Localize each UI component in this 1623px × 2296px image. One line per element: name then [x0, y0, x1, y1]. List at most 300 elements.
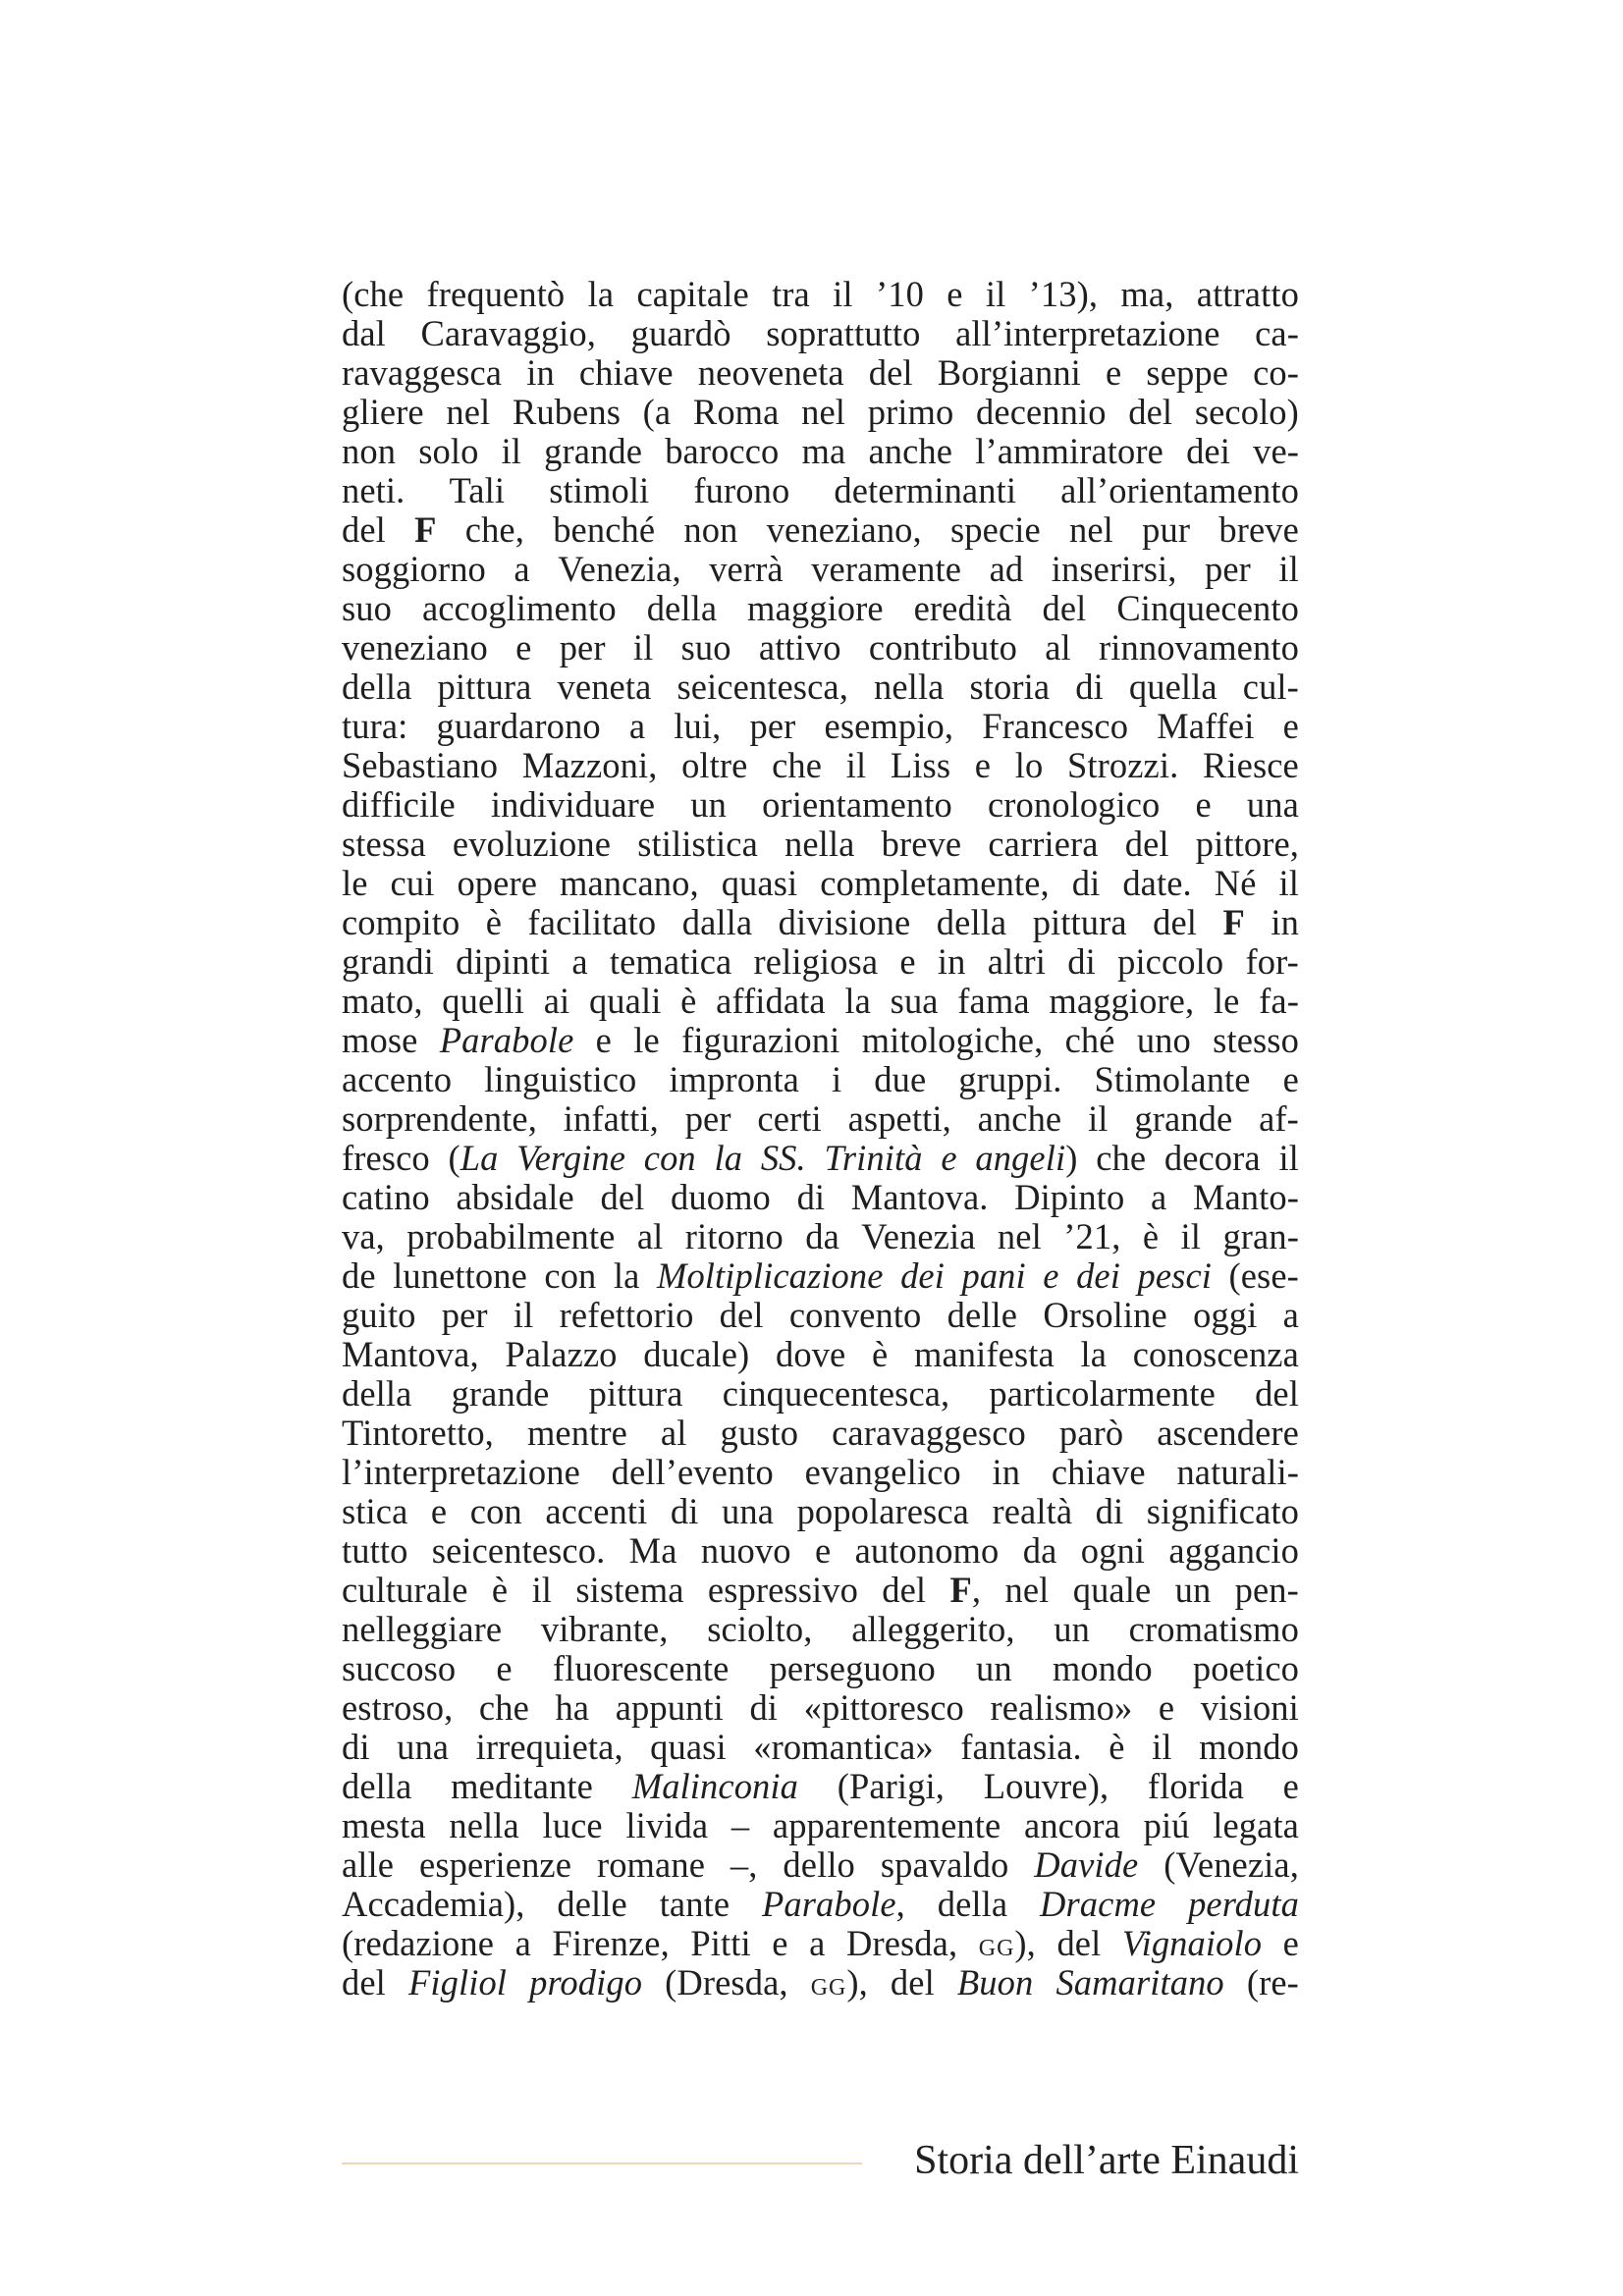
word — [342, 1571, 468, 1610]
text-run: anche — [977, 1098, 1062, 1139]
text-run: parò — [1058, 1413, 1124, 1453]
word — [637, 825, 758, 864]
italic-text: Parabole — [439, 1020, 574, 1060]
text-run: rinnovamento — [1099, 627, 1299, 667]
text-line — [342, 1531, 1299, 1571]
word — [440, 1021, 574, 1060]
word — [342, 1296, 416, 1335]
text-run: dalla — [681, 902, 753, 942]
text-run: convento — [788, 1295, 922, 1335]
word — [633, 628, 653, 667]
text-line — [342, 825, 1299, 864]
word — [683, 510, 737, 550]
text-run: ) — [1065, 1138, 1078, 1178]
text-run: (re- — [1246, 1962, 1299, 2002]
word — [681, 628, 731, 667]
word — [560, 628, 606, 667]
text-run: aggancio — [1168, 1530, 1299, 1571]
text-run: stessa — [342, 824, 426, 864]
text-run: breve — [881, 824, 962, 864]
word — [612, 1453, 774, 1492]
text-run: ritorno — [684, 1216, 784, 1256]
word — [1073, 1571, 1152, 1610]
text-run: suo — [680, 627, 731, 667]
text-run: mentre — [526, 1413, 627, 1453]
word — [998, 1217, 1042, 1256]
text-run: il — [845, 745, 867, 785]
word — [560, 1296, 694, 1335]
italic-text: angeli — [975, 1138, 1066, 1178]
body-text — [342, 275, 1299, 2002]
word — [1004, 1571, 1049, 1610]
word — [779, 903, 911, 942]
word — [1213, 1806, 1299, 1845]
word — [342, 589, 392, 628]
text-run: quale — [1072, 1570, 1152, 1610]
text-run: ai — [543, 981, 570, 1021]
text-run: del — [1128, 392, 1173, 432]
word — [522, 746, 658, 785]
word — [1153, 903, 1197, 942]
word — [1053, 1649, 1153, 1688]
word — [824, 1139, 922, 1178]
word — [1271, 903, 1299, 942]
word — [707, 1610, 812, 1649]
word — [342, 707, 407, 746]
text-run: per — [559, 627, 606, 667]
text-line — [342, 589, 1299, 628]
word — [342, 1178, 430, 1217]
word — [418, 432, 478, 471]
text-run: il — [1152, 1727, 1172, 1767]
text-run: opere — [457, 863, 538, 903]
word — [342, 471, 405, 510]
text-run: compito — [342, 902, 460, 942]
text-run: spavaldo — [880, 1844, 1009, 1885]
text-line — [342, 1139, 1299, 1178]
text-line — [342, 1256, 1299, 1296]
text-run: fama — [957, 981, 1030, 1021]
text-run: e — [974, 745, 992, 785]
italic-text: Dracme — [1040, 1884, 1157, 1924]
word — [669, 1060, 799, 1099]
text-run: la — [587, 274, 615, 314]
text-run: soprattutto — [766, 313, 921, 353]
word — [801, 393, 845, 432]
word — [1259, 982, 1299, 1021]
word — [1117, 942, 1223, 982]
word — [976, 393, 1107, 432]
text-run: a — [571, 941, 588, 982]
text-run: Mantova, — [342, 1334, 479, 1374]
text-line — [342, 1571, 1299, 1610]
text-run: è — [485, 902, 503, 942]
text-run: neoveneta — [697, 352, 844, 393]
text-run: il — [501, 431, 522, 471]
text-run: succoso — [342, 1648, 457, 1688]
text-run: l’interpretazione — [342, 1452, 580, 1492]
text-run: per — [749, 706, 796, 746]
text-run: al — [660, 1413, 687, 1453]
word — [1245, 942, 1298, 982]
word — [882, 825, 962, 864]
text-run: probabilmente — [406, 1216, 616, 1256]
word — [1151, 1178, 1166, 1217]
text-run: che — [772, 745, 823, 785]
word — [393, 1256, 527, 1296]
text-run: alle — [342, 1844, 395, 1885]
text-run: gran- — [1222, 1216, 1299, 1256]
text-run: romane — [596, 1844, 705, 1885]
text-run: fa- — [1259, 981, 1299, 1021]
text-run: che, — [464, 509, 524, 550]
word — [978, 1099, 1062, 1139]
word — [456, 942, 550, 982]
text-run: Tali — [449, 470, 506, 510]
text-run: dello — [783, 1844, 855, 1885]
word — [564, 1099, 659, 1139]
word — [874, 667, 944, 707]
word — [720, 1296, 764, 1335]
text-run: dove — [776, 1334, 846, 1374]
text-run: ancora — [1024, 1805, 1120, 1845]
text-run: certi — [757, 1098, 822, 1139]
text-run: vibrante, — [540, 1609, 669, 1649]
text-run: quali — [588, 981, 662, 1021]
word — [861, 1217, 975, 1256]
word — [465, 510, 524, 550]
word — [957, 982, 1029, 1021]
word — [505, 1335, 617, 1374]
text-run: stimoli — [549, 470, 650, 510]
text-run: (che — [342, 274, 405, 314]
text-run: gliere — [342, 392, 424, 432]
word — [342, 746, 498, 785]
text-run: ca- — [1255, 313, 1299, 353]
word — [492, 1571, 508, 1610]
word — [674, 707, 721, 746]
word — [629, 707, 645, 746]
text-run: del — [1124, 824, 1169, 864]
text-line — [342, 1806, 1299, 1845]
word — [342, 1099, 537, 1139]
text-run: nel — [1004, 1570, 1050, 1610]
word — [984, 1767, 1109, 1806]
text-run: maggiore — [747, 588, 884, 628]
text-run: eredità — [913, 588, 1012, 628]
word — [820, 864, 1049, 903]
text-run: absidale — [456, 1177, 574, 1217]
word — [869, 628, 1017, 667]
word — [453, 825, 611, 864]
text-run: due — [874, 1059, 927, 1099]
word — [442, 1296, 488, 1335]
word — [342, 1963, 386, 2002]
text-run: pittura — [1032, 902, 1127, 942]
text-run: all’interpretazione — [955, 313, 1220, 353]
word — [975, 1139, 1077, 1178]
text-run: della — [937, 1884, 1008, 1924]
text-line — [342, 1728, 1299, 1767]
word — [772, 1924, 787, 1963]
text-run: stesso — [1213, 1020, 1299, 1060]
word — [988, 785, 1160, 825]
italic-text: Davide — [1034, 1844, 1139, 1885]
text-run: aspetti, — [847, 1098, 951, 1139]
word — [1096, 1492, 1124, 1531]
word — [1215, 864, 1257, 903]
text-run: mancano, — [560, 863, 699, 903]
word — [690, 785, 727, 825]
word — [1043, 589, 1087, 628]
word — [342, 864, 368, 903]
word — [1214, 982, 1240, 1021]
word — [988, 825, 1098, 864]
word — [1193, 1649, 1299, 1688]
text-line — [342, 1767, 1299, 1806]
word — [528, 903, 657, 942]
word — [783, 1845, 854, 1885]
word — [516, 1139, 625, 1178]
word — [846, 746, 866, 785]
word — [982, 707, 1128, 746]
text-run: , — [971, 1570, 982, 1610]
text-run: sciolto, — [707, 1609, 813, 1649]
word — [1283, 707, 1299, 746]
word — [784, 825, 854, 864]
text-run: Né — [1214, 863, 1257, 903]
text-run: veramente — [811, 549, 962, 589]
text-line — [342, 314, 1299, 353]
word — [720, 1414, 798, 1453]
word — [1157, 707, 1254, 746]
word — [342, 393, 424, 432]
word — [693, 393, 780, 432]
text-run: tematica — [609, 941, 732, 982]
word — [342, 1806, 426, 1845]
text-run: che — [1096, 1138, 1147, 1178]
text-run: Orsoline — [1043, 1295, 1167, 1335]
text-line — [342, 1296, 1299, 1335]
text-run: Dipinto — [1014, 1177, 1125, 1217]
word — [457, 864, 537, 903]
text-run: quella — [1128, 667, 1217, 707]
text-run: ché — [1064, 1020, 1115, 1060]
word — [571, 942, 587, 982]
small-caps-text: gg — [810, 1966, 847, 2002]
text-run: affidata — [716, 981, 826, 1021]
text-run: fluorescente — [552, 1648, 730, 1688]
word — [470, 1492, 522, 1531]
word — [957, 1963, 1033, 2002]
text-run: del — [882, 1570, 927, 1610]
word — [881, 1845, 1009, 1885]
text-run: chiave — [1051, 1452, 1146, 1492]
text-run: primo — [867, 392, 954, 432]
text-run: al — [636, 1216, 664, 1256]
word — [1186, 432, 1230, 471]
word — [804, 1688, 964, 1728]
text-run: dipinti — [456, 941, 551, 982]
text-run: Firenze, — [552, 1923, 670, 1963]
word — [757, 1099, 821, 1139]
word — [960, 1728, 1082, 1767]
word — [342, 667, 411, 707]
text-run: Palazzo — [505, 1334, 618, 1374]
word — [342, 1610, 502, 1649]
word — [632, 1767, 798, 1806]
text-run: ducale) — [643, 1334, 750, 1374]
text-line — [342, 1060, 1299, 1099]
word — [526, 353, 555, 393]
word — [961, 1256, 1025, 1296]
word — [976, 1649, 1012, 1688]
word — [432, 1531, 606, 1571]
word — [589, 982, 661, 1021]
word — [681, 1021, 839, 1060]
text-run: ogni — [1080, 1530, 1146, 1571]
word — [776, 1335, 845, 1374]
word — [1024, 1806, 1120, 1845]
text-run: la — [613, 1255, 640, 1296]
word — [761, 1139, 806, 1178]
text-run: gruppi. — [958, 1059, 1062, 1099]
text-run: determinanti — [834, 470, 1017, 510]
text-run: del — [1255, 1373, 1299, 1414]
text-run: il — [1278, 863, 1299, 903]
text-run: la — [844, 981, 871, 1021]
word — [342, 1649, 456, 1688]
word — [342, 942, 434, 982]
word — [643, 393, 672, 432]
word — [708, 1571, 858, 1610]
word — [838, 1767, 945, 1806]
text-line — [342, 275, 1299, 314]
word — [558, 667, 652, 707]
text-run: il — [531, 1570, 553, 1610]
word — [342, 432, 396, 471]
text-run: (Dresda, — [665, 1962, 788, 2002]
word — [1283, 1060, 1299, 1099]
word — [1175, 1571, 1212, 1610]
word — [825, 707, 954, 746]
text-run: stilistica — [637, 824, 758, 864]
word — [900, 1256, 945, 1296]
word — [1137, 1256, 1212, 1296]
text-run: legata — [1213, 1805, 1299, 1845]
text-run: da — [1022, 1530, 1057, 1571]
text-run: breve — [1218, 509, 1299, 550]
word — [437, 707, 601, 746]
text-run: tura: — [342, 706, 408, 746]
text-run: accenti — [545, 1491, 648, 1531]
word — [772, 275, 810, 314]
word — [1059, 1414, 1123, 1453]
word — [844, 982, 871, 1021]
word — [715, 1139, 743, 1178]
word — [899, 942, 915, 982]
word — [759, 628, 841, 667]
word — [986, 275, 1005, 314]
text-run: oltre — [681, 745, 748, 785]
word — [868, 432, 952, 471]
word — [1168, 1531, 1299, 1571]
text-run: ve- — [1253, 431, 1299, 471]
word — [342, 1728, 370, 1767]
word — [1259, 1099, 1299, 1139]
text-run: di — [342, 1727, 370, 1767]
text-run: Mazzoni, — [521, 745, 658, 785]
word — [597, 1845, 705, 1885]
text-run: a — [1282, 1295, 1299, 1335]
word — [342, 1374, 411, 1414]
text-run: non — [683, 509, 738, 550]
word — [716, 982, 826, 1021]
text-run: difficile — [342, 784, 456, 825]
text-run: è — [1142, 1216, 1160, 1256]
text-run: uno — [1136, 1020, 1191, 1060]
text-line — [342, 471, 1299, 510]
word — [1164, 1139, 1261, 1178]
text-run: seicentesca, — [676, 667, 848, 707]
word — [633, 1021, 660, 1060]
word — [650, 1728, 727, 1767]
text-run: le — [342, 863, 368, 903]
text-run: Caravaggio, — [420, 313, 596, 353]
text-run: ), — [846, 1962, 868, 2002]
word — [1029, 275, 1098, 314]
text-run: dell’evento — [611, 1452, 774, 1492]
word — [1159, 1688, 1174, 1728]
word — [589, 1374, 683, 1414]
word — [722, 1492, 774, 1531]
word — [833, 275, 852, 314]
word — [1152, 1728, 1171, 1767]
text-run: estroso, — [342, 1687, 454, 1728]
word — [342, 314, 386, 353]
text-run: for- — [1245, 941, 1299, 982]
italic-text: Trinità — [824, 1138, 923, 1178]
text-run: e — [1158, 1687, 1175, 1728]
small-caps-text: gg — [978, 1927, 1015, 1963]
text-line — [342, 1414, 1299, 1453]
text-line — [342, 1845, 1299, 1885]
word — [1094, 1060, 1250, 1099]
text-run: nelleggiare — [342, 1609, 503, 1649]
word — [1228, 1256, 1298, 1296]
word — [773, 1806, 1001, 1845]
text-run: un — [1174, 1570, 1212, 1610]
text-run: va, — [342, 1216, 385, 1256]
text-run: di — [1071, 863, 1101, 903]
word — [661, 1414, 687, 1453]
word — [1034, 1845, 1138, 1885]
text-run: ’10 — [875, 274, 924, 314]
word — [848, 1099, 951, 1139]
text-run: Liss — [890, 745, 951, 785]
word — [1049, 982, 1194, 1021]
text-run: mesta — [342, 1805, 426, 1845]
text-run: in — [937, 941, 966, 982]
text-run: lunettone — [393, 1255, 527, 1296]
text-run: nel — [446, 392, 491, 432]
word — [832, 1060, 841, 1099]
word — [542, 1806, 602, 1845]
text-run: del — [1056, 1923, 1102, 1963]
italic-text: Figliol — [407, 1962, 508, 2002]
text-run: de — [342, 1255, 376, 1296]
text-run: individuare — [490, 784, 656, 825]
